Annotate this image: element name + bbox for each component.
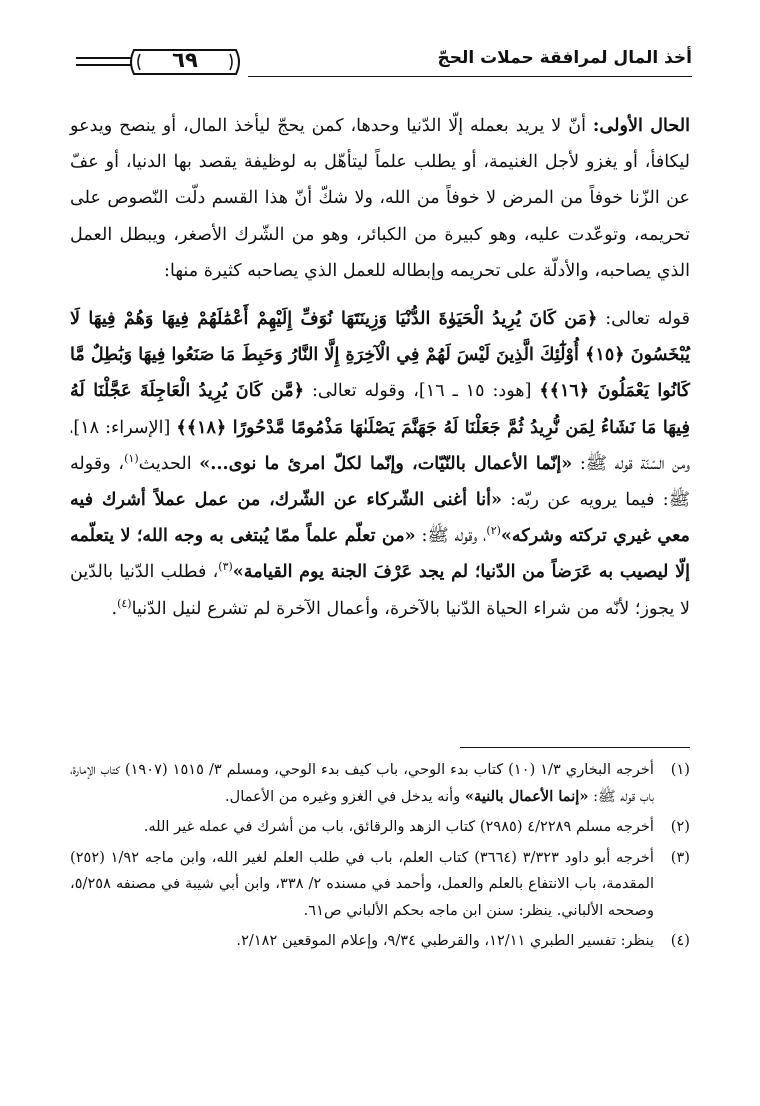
hadith-intentions: «إنّما الأعمال بالنّيّات، وإنّما لكلّ امرئ ما نوى...» xyxy=(199,452,573,474)
verse-reference-isra: [الإسراء: ١٨]، xyxy=(70,417,171,438)
footnote-ref-3[interactable]: (٣) xyxy=(218,560,233,574)
footnote-number: (٢) xyxy=(670,818,690,835)
paragraph-evidence xyxy=(70,301,690,627)
page-number: ٦٩ xyxy=(172,48,198,72)
header-rule xyxy=(248,76,692,77)
footnote-ref-4[interactable]: (٤) xyxy=(117,596,132,610)
footnote-separator xyxy=(460,747,690,748)
footnote-number: (٣) xyxy=(670,848,690,866)
hadith-knowledge: «من تعلّم علماً ممّا يُبتغى به وجه الله؛ لا يتعلّمه إلّا ليصيب به عَرَضاً من الدّنيا؛ لم يجد عَرْفَ الجنة يوم القيامة» xyxy=(70,525,690,583)
conclusion-text: ، فطلب الدّنيا بالدّين لا يجوز؛ لأنّه من شراء الحياة الدّنيا بالآخرة، وأعمال الآخرة لم تشرع لنيل الدّنيا xyxy=(70,562,690,619)
case-heading: الحال الأولى: xyxy=(592,115,691,136)
footnote-ref-1[interactable]: (١) xyxy=(124,451,139,465)
page-header xyxy=(68,40,692,86)
final-period: . xyxy=(111,598,118,619)
footnote-item xyxy=(70,757,690,810)
footnote-number: (٤) xyxy=(670,932,690,949)
case-text: أنّ لا يريد بعمله إلّا الدّنيا وحدها، كمن يحجّ ليأخذ المال، أو ينصح ويدعو ليكافأ، أو يغزو لأجل الغنيمة، أو يطلب علماً ليتأهّل به لوظيفة يقصد بها الدنيا، أو عفّ عن الزّنا خوفاً من المرض لا خوفاً من الله، ولا شكّ أنّ هذا القسم دلّت النّصوص على تحريمه، وتوعّدت عليه، وهو كبيرة من الكبائر، وهو من الشّرك الأصغر، ويبطل العمل الذي يصاحبه، والأدلّة على تحريمه وإبطاله للعمل الذي يصاحبه كثيرة منها: xyxy=(70,116,690,281)
footnote-text: أخرجه مسلم ٤/٢٢٨٩ (٢٩٨٥) كتاب الزهد والرقائق، باب من أشرك في عمله غير الله. xyxy=(143,818,654,835)
hadith-connector-2: ، وقوله ﷺ: xyxy=(421,526,487,547)
footnote-text: ينظر: تفسير الطبري ١٢/١١، والقرطبي ٩/٣٤، وإعلام الموقعين ٢/١٨٢. xyxy=(236,932,654,949)
running-title: أخذ المال لمرافقة حملات الحجّ xyxy=(437,48,692,68)
sunnah-intro: ومن السّنّة قوله ﷺ: xyxy=(579,453,691,474)
footnote-number: (١) xyxy=(670,761,690,778)
quran-verse-hud: ﴿مَن كَانَ يُرِيدُ الْحَيَوٰةَ الدُّنْيَا وَزِينَتَهَا نُوَفِّ إِلَيْهِمْ أَعْمَٰلَهُمْ فِيهَا وَهُمْ فِيهَا لَا يُبْخَسُونَ ﴿١٥﴾ أُوْلَٰٓئِكَ الَّذِينَ لَيْسَ لَهُمْ فِي الْآخِرَةِ إِلَّا النَّارُ وَحَبِطَ مَا صَنَعُوا فِيهَا وَبَٰطِلٌ مَّا كَانُوا يَعْمَلُونَ ﴿١٦﴾﴾ xyxy=(70,308,691,402)
hadith-connector-1: ، وقوله ﷺ: فيما يرويه عن ربّه: xyxy=(70,453,690,511)
quran-verse-isra: ﴿مَّن كَانَ يُرِيدُ الْعَاجِلَةَ عَجَّلْنَا لَهُ فِيهَا مَا نَشَاءُ لِمَن نُّرِيدُ ثُمَّ جَعَلْنَا لَهُ جَهَنَّمَ يَصْلَىٰهَا مَذْمُومًا مَّدْحُورًا ﴿١٨﴾﴾ xyxy=(70,380,691,438)
footnote-hadith-title: «إنما الأعمال بالنية» xyxy=(464,787,589,805)
verse-reference-hud: [هود: ١٥ ـ ١٦]، xyxy=(413,381,532,402)
footnote-text-part: وأنه يدخل في الغزو وغيره من الأعمال. xyxy=(224,787,461,805)
page-number-badge xyxy=(68,40,258,86)
main-text xyxy=(70,108,690,639)
footnote-item xyxy=(70,928,690,955)
footnote-item xyxy=(70,814,690,841)
footnote-text: أخرجه أبو داود ٣/٣٢٣ (٣٦٦٤) كتاب العلم، باب في طلب العلم لغير الله، وابن ماجه ١/٩٢ (٢٥٢) المقدمة، باب الانتفاع بالعلم والعمل، وأحمد في مسنده ٢/ ٣٣٨، وابن أبي شيبة في مصنفه ٥/٢٥٨، وصححه الألباني. ينظر: سنن ابن ماجه بحكم الألباني ص٦١. xyxy=(70,848,654,919)
footnote-item xyxy=(70,845,690,925)
footnotes xyxy=(70,757,690,959)
evidence-connector: وقوله تعالى: xyxy=(311,381,406,402)
evidence-intro: قوله تعالى: xyxy=(605,309,690,330)
footnote-text xyxy=(70,757,654,810)
footnote-text-part: أخرجه البخاري ١/٣ (١٠) كتاب بدء الوحي، باب كيف بدء الوحي، ومسلم ٣/ ١٥١٥ (١٩٠٧) كتاب الإمارة، باب قوله ﷺ: xyxy=(70,761,654,805)
hadith-qudsi: «أنا أغنى الشّركاء عن الشّرك، من عمل عملاً أشرك فيه معي غيري تركته وشركه» xyxy=(70,489,690,547)
paragraph-first-case xyxy=(70,108,690,289)
hadith-word: الحديث xyxy=(138,453,192,474)
footnote-ref-2[interactable]: (٢) xyxy=(486,524,501,538)
